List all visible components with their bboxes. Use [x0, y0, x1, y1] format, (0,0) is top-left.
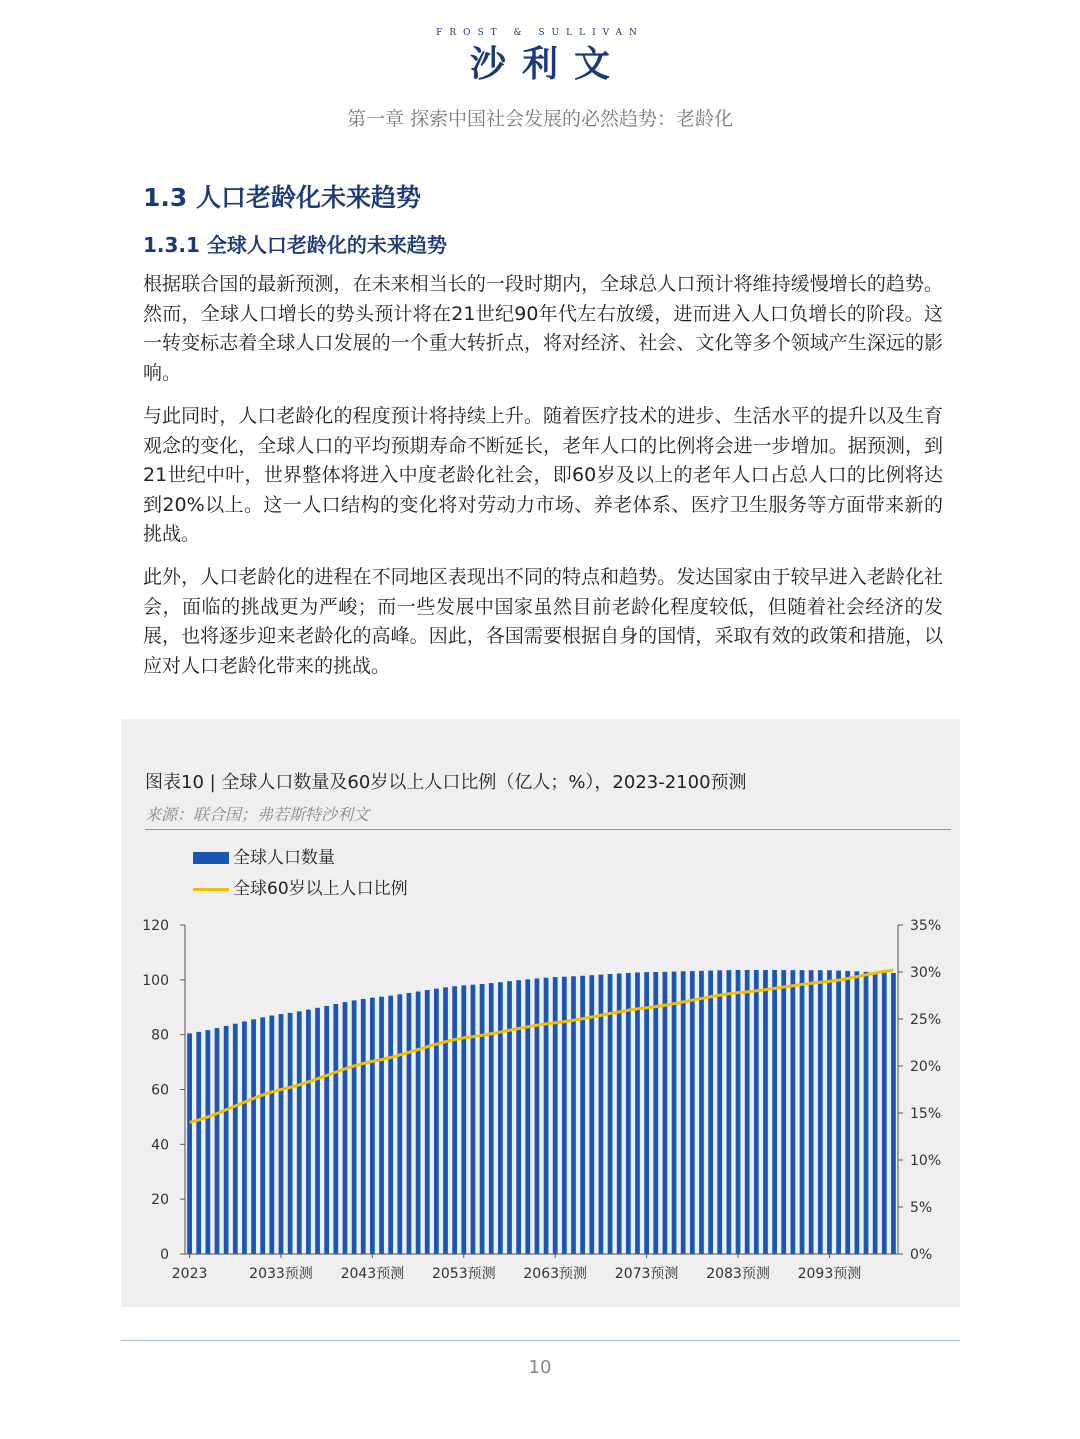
footer-divider [121, 1340, 960, 1341]
population-bar [827, 970, 832, 1254]
x-axis-tick-label: 2053预测 [431, 1266, 496, 1282]
population-bar [288, 1013, 293, 1254]
population-bar [343, 1002, 348, 1254]
right-axis-tick-label: 0% [910, 1247, 933, 1263]
population-bar [562, 977, 567, 1254]
population-bar [361, 999, 366, 1254]
population-bar [434, 989, 439, 1254]
x-axis-tick-label: 2063预测 [523, 1266, 588, 1282]
x-axis-tick-label: 2083预测 [706, 1266, 770, 1282]
population-bar [516, 980, 521, 1254]
population-bar [525, 979, 530, 1254]
population-bar [306, 1010, 311, 1254]
population-bar [754, 970, 759, 1254]
subsection-heading: 1.3.1 全球人口老龄化的未来趋势 [143, 233, 447, 257]
population-bar [708, 971, 713, 1254]
body-paragraph-2: 与此同时，人口老龄化的程度预计将持续上升。随着医疗技术的进步、生活水平的提升以及生育观念的变化，全球人口的平均预期寿命不断延长，老年人口的比例将会进一步增加。据预测，到21世纪中叶，世界整体将进入中度老龄化社会，即60岁及以上的老年人口占总人口的比例将达到20%以上。这一人口结构的变化将对劳动力市场、养老体系、医疗卫生服务等方面带来新的挑战。 [143, 405, 943, 545]
legend-swatch-line [193, 888, 229, 891]
population-bar [745, 970, 750, 1254]
population-bar [535, 978, 540, 1254]
population-bar [233, 1024, 238, 1254]
population-bar [269, 1016, 274, 1254]
x-axis-tick-label: 2033预测 [249, 1266, 313, 1282]
left-axis-tick-label: 100 [142, 972, 169, 989]
figure-source: 来源：联合国；弗若斯特沙利文 [145, 805, 370, 824]
body-paragraph-3: 此外，人口老龄化的进程在不同地区表现出不同的特点和趋势。发达国家由于较早进入老龄化社会，面临的挑战更为严峻；而一些发展中国家虽然目前老龄化程度较低，但随着社会经济的发展，也将逐步迎来老龄化的高峰。因此，各国需要根据自身的国情，采取有效的政策和措施，以应对人口老龄化带来的挑战。 [143, 566, 943, 677]
population-bar [663, 972, 668, 1254]
population-bar [251, 1019, 256, 1254]
left-axis-tick-label: 60 [151, 1082, 169, 1099]
legend-item-population [193, 843, 335, 868]
chapter-header: 第一章 探索中国社会发展的必然趋势：老龄化 [346, 108, 734, 130]
population-bar [717, 970, 722, 1254]
figure-divider [145, 829, 951, 830]
population-bar [205, 1030, 210, 1254]
population-bar [791, 970, 796, 1254]
body-paragraph-1: 根据联合国的最新预测，在未来相当长的一段时期内，全球总人口预计将维持缓慢增长的趋势。然而，全球人口增长的势头预计将在21世纪90年代左右放缓，进而进入人口负增长的阶段。这一转变标志着全球人口发展的一个重大转折点，将对经济、社会、文化等多个领域产生深远的影响。 [143, 273, 943, 384]
population-bar [224, 1026, 229, 1254]
left-axis-tick-label: 0 [160, 1247, 169, 1263]
population-bar [800, 970, 805, 1254]
population-bar [699, 971, 704, 1254]
population-bar [260, 1017, 265, 1254]
population-bar [854, 971, 859, 1254]
population-bar [489, 983, 494, 1254]
legend-item-aged-ratio [193, 874, 408, 899]
population-bar [553, 977, 558, 1254]
population-bar [836, 971, 841, 1254]
section-heading: 1.3 人口老龄化未来趋势 [143, 183, 421, 212]
logo-english-text: FROST & SULLIVAN [436, 28, 644, 38]
right-axis-tick-label: 20% [910, 1059, 942, 1075]
population-bar [882, 973, 887, 1254]
population-bar [507, 981, 512, 1254]
population-bar [279, 1014, 284, 1254]
frost-sullivan-logo [0, 28, 1080, 87]
x-axis-tick-label: 2073预测 [614, 1266, 679, 1282]
population-bar [242, 1021, 247, 1254]
population-bar [617, 973, 622, 1254]
aged-ratio-line [190, 970, 894, 1122]
population-bar [818, 970, 823, 1254]
population-bar [864, 972, 869, 1254]
left-axis-tick-label: 80 [151, 1027, 169, 1044]
population-bar [407, 993, 412, 1254]
population-bar [187, 1033, 192, 1254]
population-bar [443, 987, 448, 1254]
population-bar [653, 972, 658, 1254]
right-axis-tick-label: 30% [910, 965, 942, 981]
figure-title: 图表10 | 全球人口数量及60岁以上人口比例（亿人；%），2023-2100预测 [145, 772, 747, 793]
population-bar [781, 970, 786, 1254]
population-bar [672, 972, 677, 1254]
population-bar [397, 994, 402, 1254]
population-bar [690, 971, 695, 1254]
population-bar [681, 971, 686, 1254]
legend-label-aged-ratio: 全球60岁以上人口比例 [233, 879, 408, 899]
right-axis-tick-label: 10% [910, 1153, 942, 1169]
population-bar [626, 973, 631, 1254]
left-axis-tick-label: 20 [151, 1192, 169, 1209]
x-axis-tick-label: 2093预测 [797, 1266, 862, 1282]
right-axis-tick-label: 35% [910, 918, 942, 934]
population-bar [608, 974, 613, 1254]
population-bar [196, 1032, 201, 1254]
population-bar [809, 970, 814, 1254]
population-bar [772, 970, 777, 1254]
population-bar [544, 978, 549, 1254]
population-bar [635, 973, 640, 1254]
population-bar [873, 972, 878, 1254]
population-bar [352, 1000, 357, 1254]
right-axis-tick-label: 25% [910, 1012, 942, 1028]
legend-swatch-bar [193, 852, 229, 864]
population-bar [763, 970, 768, 1254]
population-bar [845, 971, 850, 1254]
page-number: 10 [528, 1357, 552, 1378]
population-bar [297, 1011, 302, 1254]
population-bar [370, 998, 375, 1254]
population-bar [379, 997, 384, 1254]
population-bar [727, 970, 732, 1254]
population-bar [324, 1006, 329, 1254]
population-bar [480, 984, 485, 1254]
left-axis-tick-label: 40 [151, 1137, 169, 1154]
population-bar [452, 986, 457, 1254]
population-bar [333, 1004, 338, 1254]
population-bar [315, 1008, 320, 1254]
population-bar [461, 985, 466, 1254]
population-bar [644, 972, 649, 1254]
population-bar [416, 991, 421, 1254]
population-bar [215, 1028, 220, 1254]
logo-chinese-text: 沙利文 [469, 44, 626, 85]
x-axis-tick-label: 2023 [171, 1266, 208, 1282]
right-axis-tick-label: 15% [910, 1106, 942, 1122]
left-axis-tick-label: 120 [142, 918, 169, 934]
population-bar [498, 982, 503, 1254]
population-bar [425, 990, 430, 1254]
population-bar [571, 976, 576, 1254]
x-axis-tick-label: 2043预测 [340, 1266, 405, 1282]
population-bar [891, 973, 896, 1254]
right-axis-tick-label: 5% [910, 1200, 933, 1216]
population-bar [471, 985, 476, 1254]
population-bar [388, 996, 393, 1254]
population-bar [736, 970, 741, 1254]
population-aging-chart [121, 905, 960, 1295]
legend-label-population: 全球人口数量 [233, 848, 335, 868]
